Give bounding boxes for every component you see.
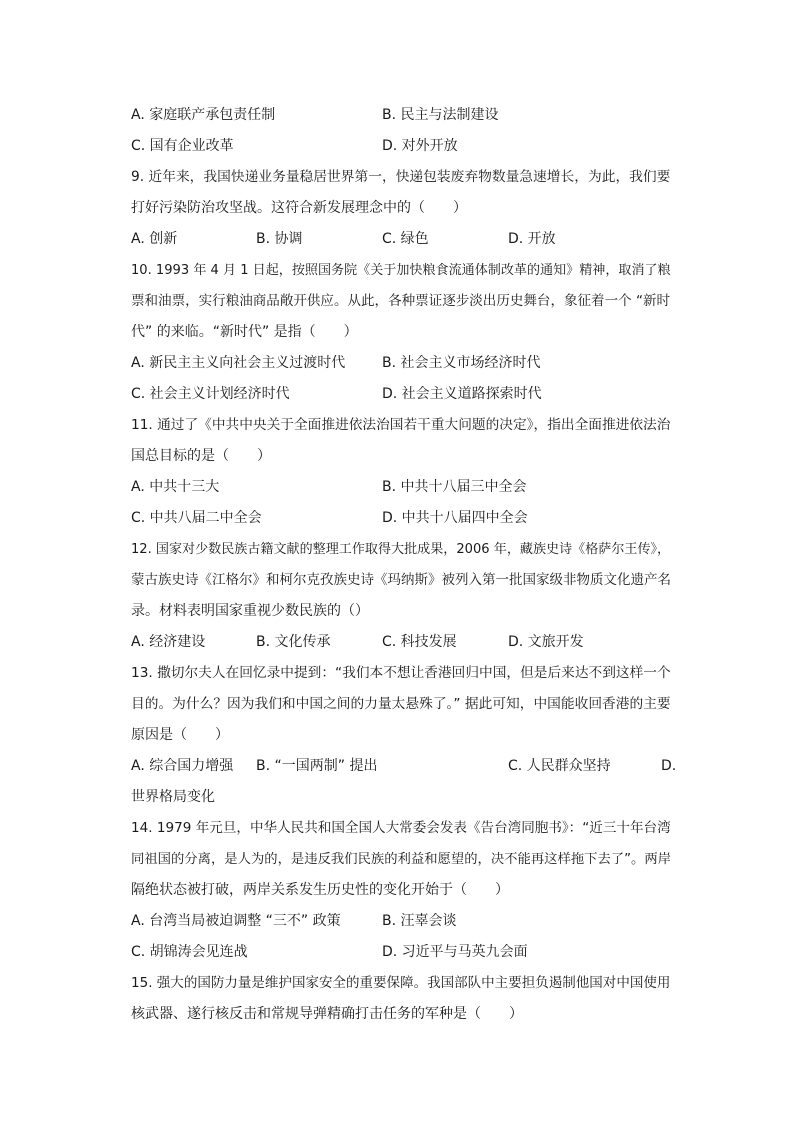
- q14-option-b[interactable]: B. 汪辜会谈: [382, 913, 457, 929]
- q14-stem-line-1: 14. 1979 年元旦，中华人民共和国全国人大常委会发表《告台湾同胞书》：“近三十年台湾: [131, 820, 671, 836]
- exam-page: [131, 100, 677, 1030]
- q13-stem-line-2: 目的。为什么？因为我们和中国之间的力量太悬殊了。” 据此可知，中国能收回香港的主要: [131, 696, 671, 712]
- q10-option-c[interactable]: C. 社会主义计划经济时代: [131, 386, 290, 402]
- q10-option-d[interactable]: D. 社会主义道路探索时代: [382, 386, 542, 402]
- q11-stem-line-1: 11. 通过了《中共中央关于全面推进依法治国若干重大问题的决定》，指出全面推进依法治: [131, 417, 671, 433]
- q13-stem-line-3: 原因是（ ）: [131, 727, 229, 743]
- q11-option-b[interactable]: B. 中共十八届三中全会: [382, 479, 527, 495]
- q12-options-row: [131, 627, 671, 658]
- q8-option-b[interactable]: B. 民主与法制建设: [382, 107, 499, 123]
- q9-option-d[interactable]: D. 开放: [508, 231, 556, 247]
- q15-stem-line-2: 核武器、遂行核反击和常规导弹精确打击任务的军种是（ ）: [131, 1006, 523, 1022]
- q13-options-row: [131, 751, 677, 782]
- q14-options-row-2: [131, 937, 671, 968]
- q9-options-row: [131, 224, 671, 255]
- q13-option-b[interactable]: B. “一国两制” 提出: [256, 758, 378, 774]
- q10-stem-line-3: 代” 的来临。“新时代” 是指（ ）: [131, 324, 358, 340]
- q12-stem-line-3: 录。材料表明国家重视少数民族的（）: [131, 603, 369, 619]
- q12-option-a[interactable]: A. 经济建设: [131, 634, 206, 650]
- q8-option-d[interactable]: D. 对外开放: [382, 138, 458, 154]
- q13-stem-line-1: 13. 撒切尔夫人在回忆录中提到：“我们本不想让香港回归中国，但是后来达不到这样一个: [131, 665, 671, 681]
- q11-option-c[interactable]: C. 中共八届二中全会: [131, 510, 262, 526]
- q10-options-row-2: [131, 379, 671, 410]
- q11-option-d[interactable]: D. 中共十八届四中全会: [382, 510, 528, 526]
- q12-stem-line-1: 12. 国家对少数民族古籍文献的整理工作取得大批成果，2006 年，藏族史诗《格萨尔王传》，: [131, 542, 671, 557]
- q13-option-d[interactable]: D.: [661, 758, 677, 774]
- q14-option-d[interactable]: D. 习近平与马英九会面: [382, 944, 528, 960]
- q8-option-c[interactable]: C. 国有企业改革: [131, 138, 234, 154]
- q9-stem-line-1: 9. 近年来，我国快递业务量稳居世界第一，快递包装废弃物数量急速增长，为此，我们要: [131, 169, 671, 185]
- q14-stem-line-3: 隔绝状态被打破，两岸关系发生历史性的变化开始于（ ）: [131, 882, 509, 898]
- q15-stem-line-1: 15. 强大的国防力量是维护国家安全的重要保障。我国部队中主要担负遏制他国对中国使用: [131, 975, 671, 991]
- q11-option-a[interactable]: A. 中共十三大: [131, 479, 220, 495]
- q9-stem-line-2: 打好污染防治攻坚战。这符合新发展理念中的（ ）: [131, 200, 467, 216]
- q11-options-row-1: [131, 472, 671, 503]
- q14-stem-line-2: 同祖国的分离，是人为的，是违反我们民族的利益和愿望的，决不能再这样拖下去了”。两岸: [131, 852, 672, 867]
- q11-stem-line-2: 国总目标的是（ ）: [131, 448, 271, 464]
- q8-options-row-1: [131, 100, 671, 131]
- q10-stem-line-2: 票和油票，实行粮油商品敞开供应。从此，各种票证逐步淡出历史舞台，象征着一个 “新时: [131, 293, 671, 309]
- q10-options-row-1: [131, 348, 671, 379]
- q9-option-b[interactable]: B. 协调: [256, 231, 303, 247]
- q11-options-row-2: [131, 503, 671, 534]
- q13-option-d-continued: 世界格局变化: [131, 789, 215, 805]
- q12-option-b[interactable]: B. 文化传承: [256, 634, 331, 650]
- q8-options-row-2: [131, 131, 671, 162]
- q13-option-a[interactable]: A. 综合国力增强: [131, 758, 234, 774]
- q9-option-a[interactable]: A. 创新: [131, 231, 178, 247]
- q12-option-d[interactable]: D. 文旅开发: [508, 634, 584, 650]
- q9-option-c[interactable]: C. 绿色: [382, 231, 429, 247]
- q8-option-a[interactable]: A. 家庭联产承包责任制: [131, 107, 276, 123]
- q10-option-b[interactable]: B. 社会主义市场经济时代: [382, 355, 541, 371]
- q14-option-c[interactable]: C. 胡锦涛会见连战: [131, 944, 248, 960]
- q13-option-c[interactable]: C. 人民群众坚持: [508, 758, 611, 774]
- q12-option-c[interactable]: C. 科技发展: [382, 634, 457, 650]
- q10-option-a[interactable]: A. 新民主主义向社会主义过渡时代: [131, 355, 346, 371]
- q14-option-a[interactable]: A. 台湾当局被迫调整 “三不” 政策: [131, 913, 341, 929]
- q14-options-row-1: [131, 906, 671, 937]
- q10-stem-line-1: 10. 1993 年 4 月 1 日起，按照国务院《关于加快粮食流通体制改革的通知》精神，取消了粮: [131, 263, 671, 278]
- q12-stem-line-2: 蒙古族史诗《江格尔》和柯尔克孜族史诗《玛纳斯》被列入第一批国家级非物质文化遗产名: [131, 572, 671, 588]
